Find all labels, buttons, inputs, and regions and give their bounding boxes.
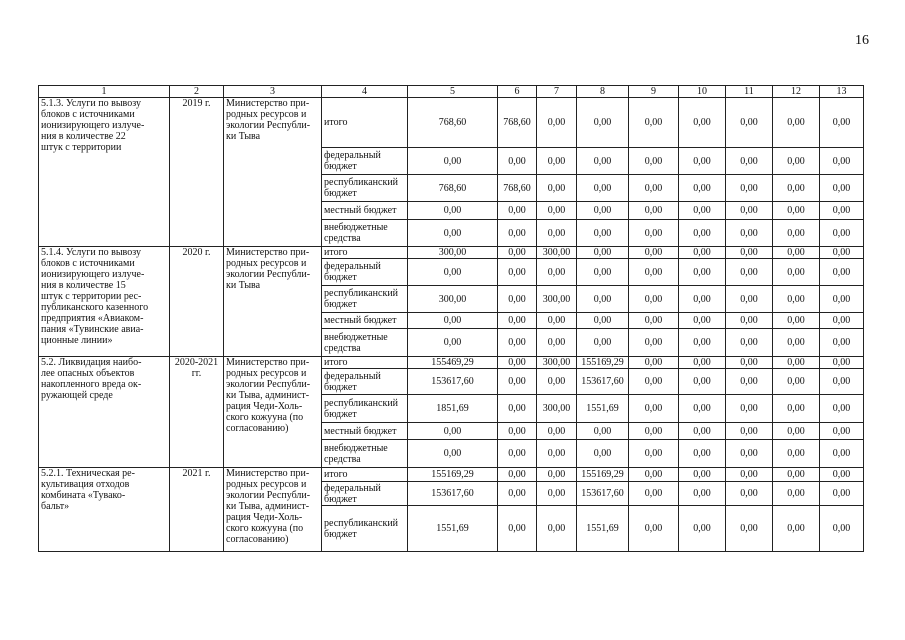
measure-name: 5.1.3. Услуги по вывозу блоков с источниками ионизирующего излуче- ния в количестве 22 штук с территории	[41, 98, 145, 153]
executor: Министерство при- родных ресурсов и экологии Республи- ки Тыва, админист- рация Чеди-Холь- ского кожууна (по согласованию)	[226, 357, 311, 434]
funding-source: федеральный бюджет	[324, 261, 381, 283]
year-amount-cell: 300,00	[537, 247, 577, 259]
column-number: 7	[537, 86, 577, 98]
year-amount-cell: 0,00	[726, 369, 773, 395]
executor-cell	[224, 468, 322, 552]
column-number: 9	[629, 86, 679, 98]
year-amount-cell: 0,00	[820, 506, 864, 552]
funding-source-cell	[322, 440, 408, 468]
year-amount-cell: 0,00	[629, 369, 679, 395]
year-amount-cell: 0,00	[577, 247, 629, 259]
year-amount-cell: 0,00	[629, 259, 679, 286]
column-number: 4	[322, 86, 408, 98]
funding-source-cell	[322, 202, 408, 220]
funding-source: республиканский бюджет	[324, 397, 399, 420]
year-amount-cell: 768,60	[498, 175, 537, 202]
year-amount-cell: 0,00	[820, 395, 864, 423]
term-cell	[170, 98, 224, 247]
year-amount-cell: 0,00	[679, 175, 726, 202]
year-amount-cell: 0,00	[537, 440, 577, 468]
year-amount-cell: 0,00	[629, 440, 679, 468]
total-amount-cell: 155169,29	[408, 468, 498, 482]
year-amount-cell: 0,00	[629, 506, 679, 552]
year-amount-cell: 0,00	[773, 468, 820, 482]
year-amount-cell: 0,00	[629, 247, 679, 259]
funding-source-cell	[322, 369, 408, 395]
year-amount-cell: 0,00	[726, 148, 773, 175]
year-amount-cell: 0,00	[537, 148, 577, 175]
year-amount-cell: 0,00	[498, 423, 537, 440]
year-amount-cell: 0,00	[498, 395, 537, 423]
column-number: 11	[726, 86, 773, 98]
budget-table	[38, 85, 864, 552]
year-amount-cell: 0,00	[820, 313, 864, 329]
year-amount-cell: 0,00	[820, 286, 864, 313]
year-amount-cell: 0,00	[537, 369, 577, 395]
funding-source: внебюджетные средства	[324, 331, 388, 354]
year-amount-cell: 0,00	[498, 220, 537, 247]
year-amount-cell: 0,00	[577, 423, 629, 440]
funding-source-cell	[322, 468, 408, 482]
year-amount-cell: 0,00	[726, 247, 773, 259]
year-amount-cell: 0,00	[577, 220, 629, 247]
executor-cell	[224, 247, 322, 357]
year-amount-cell: 0,00	[726, 175, 773, 202]
year-amount-cell: 0,00	[726, 423, 773, 440]
total-amount-cell: 0,00	[408, 202, 498, 220]
measure-name: 5.2. Ликвидация наибо- лее опасных объектов накопленного вреда ок- ружающей среде	[41, 357, 142, 401]
year-amount-cell: 0,00	[773, 286, 820, 313]
year-amount-cell: 0,00	[577, 148, 629, 175]
funding-source: итого	[324, 469, 348, 480]
year-amount-cell: 1551,69	[577, 506, 629, 552]
executor: Министерство при- родных ресурсов и экологии Республи- ки Тыва	[226, 247, 311, 291]
year-amount-cell: 0,00	[537, 175, 577, 202]
year-amount-cell: 0,00	[498, 357, 537, 369]
funding-source: федеральный бюджет	[324, 370, 381, 393]
year-amount-cell: 0,00	[577, 313, 629, 329]
year-amount-cell: 0,00	[537, 329, 577, 357]
year-amount-cell: 0,00	[773, 259, 820, 286]
year-amount-cell: 0,00	[773, 506, 820, 552]
year-amount-cell: 300,00	[537, 286, 577, 313]
column-number: 12	[773, 86, 820, 98]
year-amount-cell: 0,00	[773, 175, 820, 202]
year-amount-cell: 0,00	[820, 202, 864, 220]
funding-source-cell	[322, 286, 408, 313]
year-amount-cell: 0,00	[498, 148, 537, 175]
year-amount-cell: 0,00	[629, 313, 679, 329]
year-amount-cell: 0,00	[577, 286, 629, 313]
year-amount-cell: 0,00	[773, 482, 820, 506]
total-amount-cell: 768,60	[408, 98, 498, 148]
year-amount-cell: 0,00	[726, 220, 773, 247]
year-amount-cell: 0,00	[629, 329, 679, 357]
funding-source: внебюджетные средства	[324, 222, 388, 244]
funding-source: республиканский бюджет	[324, 517, 399, 540]
year-amount-cell: 0,00	[537, 423, 577, 440]
funding-source: республиканский бюджет	[324, 288, 399, 310]
year-amount-cell: 0,00	[726, 202, 773, 220]
funding-source-cell	[322, 175, 408, 202]
year-amount-cell: 0,00	[726, 98, 773, 148]
measure-name: 5.2.1. Техническая ре- культивация отходов комбината «Тувако- бальт»	[41, 468, 135, 512]
funding-source-cell	[322, 247, 408, 259]
column-number: 8	[577, 86, 629, 98]
term-cell	[170, 247, 224, 357]
year-amount-cell: 0,00	[773, 148, 820, 175]
year-amount-cell: 0,00	[629, 468, 679, 482]
total-amount-cell: 0,00	[408, 220, 498, 247]
year-amount-cell: 0,00	[679, 286, 726, 313]
column-number: 13	[820, 86, 864, 98]
year-amount-cell: 0,00	[679, 423, 726, 440]
funding-source: республиканский бюджет	[324, 177, 399, 199]
year-amount-cell: 0,00	[726, 329, 773, 357]
funding-source-cell	[322, 506, 408, 552]
year-amount-cell: 0,00	[537, 482, 577, 506]
measure-name-cell	[39, 357, 170, 468]
year-amount-cell: 0,00	[679, 148, 726, 175]
term-cell	[170, 468, 224, 552]
total-amount-cell: 0,00	[408, 313, 498, 329]
funding-source: итого	[324, 117, 348, 128]
year-amount-cell: 0,00	[498, 506, 537, 552]
table-row	[39, 247, 864, 259]
year-amount-cell: 0,00	[537, 202, 577, 220]
total-amount-cell: 300,00	[408, 286, 498, 313]
year-amount-cell: 0,00	[773, 202, 820, 220]
column-number: 10	[679, 86, 726, 98]
total-amount-cell: 153617,60	[408, 369, 498, 395]
year-amount-cell: 0,00	[537, 313, 577, 329]
year-amount-cell: 0,00	[773, 440, 820, 468]
year-amount-cell: 0,00	[820, 259, 864, 286]
year-amount-cell: 0,00	[629, 220, 679, 247]
year-amount-cell: 0,00	[820, 423, 864, 440]
year-amount-cell: 0,00	[679, 247, 726, 259]
year-amount-cell: 0,00	[537, 98, 577, 148]
total-amount-cell: 1551,69	[408, 506, 498, 552]
year-amount-cell: 0,00	[820, 468, 864, 482]
year-amount-cell: 155169,29	[577, 357, 629, 369]
total-amount-cell: 300,00	[408, 247, 498, 259]
total-amount-cell: 155469,29	[408, 357, 498, 369]
year-amount-cell: 155169,29	[577, 468, 629, 482]
year-amount-cell: 300,00	[537, 395, 577, 423]
year-amount-cell: 0,00	[820, 175, 864, 202]
measure-name-cell	[39, 247, 170, 357]
year-amount-cell: 0,00	[679, 329, 726, 357]
measure-name-cell	[39, 468, 170, 552]
executor: Министерство при- родных ресурсов и экологии Республи- ки Тыва	[226, 98, 311, 142]
year-amount-cell: 0,00	[679, 395, 726, 423]
measure-name-cell	[39, 98, 170, 247]
year-amount-cell: 0,00	[773, 329, 820, 357]
year-amount-cell: 0,00	[629, 286, 679, 313]
year-amount-cell: 0,00	[679, 202, 726, 220]
year-amount-cell: 0,00	[820, 369, 864, 395]
year-amount-cell: 0,00	[773, 357, 820, 369]
column-number: 5	[408, 86, 498, 98]
year-amount-cell: 0,00	[820, 247, 864, 259]
total-amount-cell: 0,00	[408, 440, 498, 468]
year-amount-cell: 0,00	[773, 98, 820, 148]
year-amount-cell: 153617,60	[577, 369, 629, 395]
year-amount-cell: 0,00	[537, 506, 577, 552]
table-row	[39, 98, 864, 148]
total-amount-cell: 0,00	[408, 148, 498, 175]
year-amount-cell: 0,00	[577, 202, 629, 220]
year-amount-cell: 0,00	[820, 220, 864, 247]
year-amount-cell: 0,00	[498, 482, 537, 506]
year-amount-cell: 0,00	[726, 468, 773, 482]
total-amount-cell: 0,00	[408, 423, 498, 440]
total-amount-cell: 153617,60	[408, 482, 498, 506]
funding-source: федеральный бюджет	[324, 150, 381, 172]
year-amount-cell: 0,00	[537, 468, 577, 482]
funding-source-cell	[322, 259, 408, 286]
year-amount-cell: 0,00	[679, 440, 726, 468]
page-number: 16	[855, 33, 869, 48]
year-amount-cell: 0,00	[820, 98, 864, 148]
year-amount-cell: 0,00	[726, 259, 773, 286]
year-amount-cell: 768,60	[498, 98, 537, 148]
funding-source-cell	[322, 329, 408, 357]
year-amount-cell: 300,00	[537, 357, 577, 369]
table-row	[39, 468, 864, 482]
year-amount-cell: 1551,69	[577, 395, 629, 423]
funding-source-cell	[322, 98, 408, 148]
year-amount-cell: 0,00	[577, 329, 629, 357]
funding-source: внебюджетные средства	[324, 442, 388, 465]
term: 2020-2021 гг.	[174, 357, 219, 379]
year-amount-cell: 0,00	[773, 423, 820, 440]
year-amount-cell: 0,00	[679, 313, 726, 329]
year-amount-cell: 0,00	[726, 506, 773, 552]
year-amount-cell: 0,00	[577, 98, 629, 148]
year-amount-cell: 0,00	[577, 440, 629, 468]
year-amount-cell: 0,00	[577, 259, 629, 286]
term: 2021 г.	[182, 468, 211, 479]
year-amount-cell: 0,00	[679, 220, 726, 247]
table-row	[39, 357, 864, 369]
year-amount-cell: 0,00	[498, 247, 537, 259]
year-amount-cell: 0,00	[726, 482, 773, 506]
year-amount-cell: 0,00	[773, 395, 820, 423]
funding-source-cell	[322, 148, 408, 175]
year-amount-cell: 0,00	[726, 395, 773, 423]
executor-cell	[224, 357, 322, 468]
year-amount-cell: 0,00	[726, 313, 773, 329]
year-amount-cell: 0,00	[820, 148, 864, 175]
funding-source: местный бюджет	[324, 205, 397, 216]
year-amount-cell: 0,00	[498, 440, 537, 468]
year-amount-cell: 0,00	[679, 369, 726, 395]
column-number: 2	[170, 86, 224, 98]
funding-source: итого	[324, 247, 348, 258]
total-amount-cell: 768,60	[408, 175, 498, 202]
year-amount-cell: 0,00	[679, 98, 726, 148]
executor: Министерство при- родных ресурсов и экологии Республи- ки Тыва, админист- рация Чеди-Холь- ского кожууна (по согласованию)	[226, 468, 311, 545]
year-amount-cell: 0,00	[498, 468, 537, 482]
funding-source-cell	[322, 423, 408, 440]
year-amount-cell: 0,00	[679, 259, 726, 286]
year-amount-cell: 0,00	[629, 395, 679, 423]
measure-name: 5.1.4. Услуги по вывозу блоков с источниками ионизирующего излуче- ния в количестве 15 штук с территории рес- публиканского казенного предприятия «Авиаком- пания «Тувинские авиа- ционные линии»	[41, 247, 149, 346]
year-amount-cell: 0,00	[679, 506, 726, 552]
year-amount-cell: 0,00	[537, 259, 577, 286]
year-amount-cell: 0,00	[498, 286, 537, 313]
year-amount-cell: 0,00	[820, 329, 864, 357]
year-amount-cell: 0,00	[773, 369, 820, 395]
year-amount-cell: 0,00	[629, 148, 679, 175]
year-amount-cell: 0,00	[498, 329, 537, 357]
year-amount-cell: 0,00	[498, 259, 537, 286]
column-number: 6	[498, 86, 537, 98]
funding-source-cell	[322, 220, 408, 247]
year-amount-cell: 0,00	[629, 202, 679, 220]
column-numbers-row	[39, 86, 864, 98]
year-amount-cell: 0,00	[629, 423, 679, 440]
year-amount-cell: 0,00	[773, 247, 820, 259]
year-amount-cell: 0,00	[577, 175, 629, 202]
term: 2020 г.	[182, 247, 211, 258]
year-amount-cell: 0,00	[629, 357, 679, 369]
funding-source-cell	[322, 482, 408, 506]
year-amount-cell: 0,00	[773, 220, 820, 247]
year-amount-cell: 0,00	[726, 357, 773, 369]
year-amount-cell: 0,00	[629, 175, 679, 202]
year-amount-cell: 0,00	[726, 286, 773, 313]
executor-cell	[224, 98, 322, 247]
funding-source: местный бюджет	[324, 425, 397, 437]
year-amount-cell: 0,00	[679, 468, 726, 482]
year-amount-cell: 0,00	[820, 440, 864, 468]
total-amount-cell: 1851,69	[408, 395, 498, 423]
funding-source: федеральный бюджет	[324, 482, 381, 505]
year-amount-cell: 0,00	[820, 482, 864, 506]
funding-source: итого	[324, 357, 348, 368]
year-amount-cell: 0,00	[537, 220, 577, 247]
table-body	[39, 86, 864, 552]
funding-source: местный бюджет	[324, 315, 397, 326]
year-amount-cell: 0,00	[679, 357, 726, 369]
funding-source-cell	[322, 313, 408, 329]
year-amount-cell: 0,00	[498, 369, 537, 395]
year-amount-cell: 0,00	[629, 482, 679, 506]
year-amount-cell: 0,00	[679, 482, 726, 506]
funding-source-cell	[322, 395, 408, 423]
year-amount-cell: 0,00	[726, 440, 773, 468]
year-amount-cell: 0,00	[773, 313, 820, 329]
year-amount-cell: 153617,60	[577, 482, 629, 506]
total-amount-cell: 0,00	[408, 329, 498, 357]
term-cell	[170, 357, 224, 468]
year-amount-cell: 0,00	[820, 357, 864, 369]
total-amount-cell: 0,00	[408, 259, 498, 286]
year-amount-cell: 0,00	[629, 98, 679, 148]
column-number: 3	[224, 86, 322, 98]
column-number: 1	[39, 86, 170, 98]
term: 2019 г.	[182, 98, 211, 109]
year-amount-cell: 0,00	[498, 202, 537, 220]
year-amount-cell: 0,00	[498, 313, 537, 329]
funding-source-cell	[322, 357, 408, 369]
